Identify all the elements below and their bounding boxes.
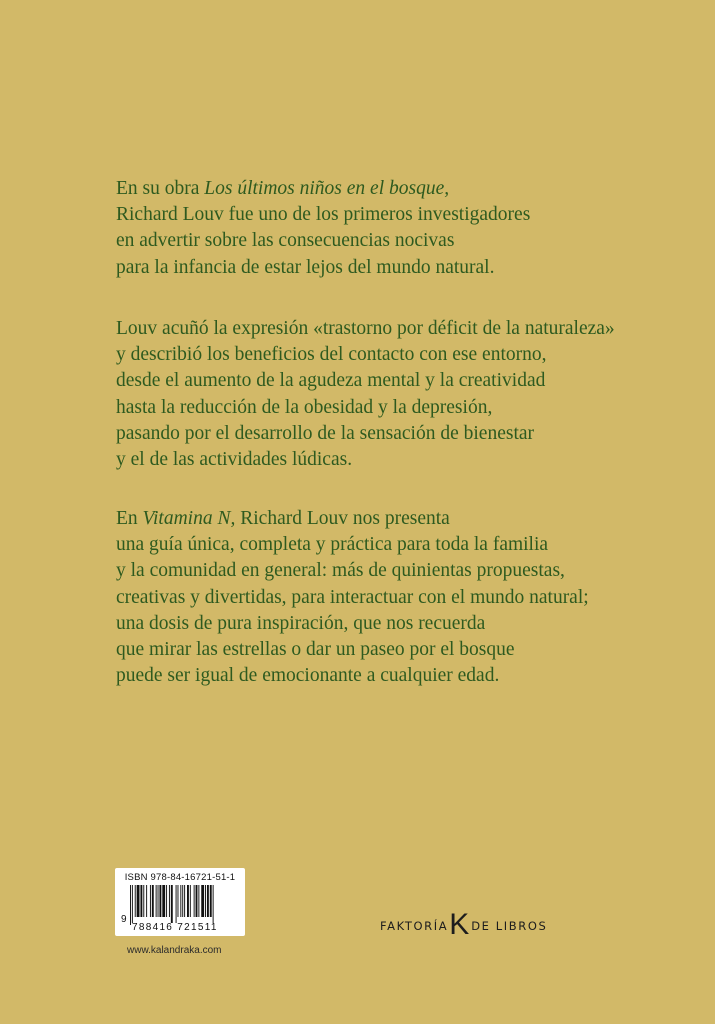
publisher-website: www.kalandraka.com <box>127 945 222 956</box>
publisher-name-right: DE LIBROS <box>471 919 548 933</box>
paragraph-line: puede ser igual de emocionante a cualquier edad. <box>116 665 500 687</box>
paragraph-line: hasta la reducción de la obesidad y la depresión, <box>116 396 493 418</box>
barcode-bar <box>156 885 157 917</box>
barcode-bar <box>146 885 147 917</box>
paragraph-line <box>116 506 676 532</box>
barcode-bar <box>205 885 206 917</box>
barcode-bar <box>182 885 183 917</box>
barcode-bar <box>140 885 142 917</box>
barcode-bar <box>213 885 214 925</box>
barcode-bar <box>132 885 133 925</box>
barcode-bar <box>190 885 191 917</box>
barcode-bar <box>158 885 159 917</box>
barcode-bar <box>171 885 173 925</box>
paragraph-line: una guía única, completa y práctica para toda la familia <box>116 534 549 556</box>
paragraph-line: y la comunidad en general: más de quinientas propuestas, <box>116 560 565 582</box>
synopsis-paragraph-1 <box>116 176 676 281</box>
barcode-lead-digit: 9 <box>121 914 127 925</box>
barcode-bar <box>176 885 177 925</box>
paragraph-line: una dosis de pura inspiración, que nos recuerda <box>116 612 486 634</box>
publisher-name-left: FAKTORÍA <box>380 919 449 933</box>
isbn-barcode <box>115 868 245 936</box>
barcode-bar <box>184 885 185 917</box>
barcode-bar <box>187 885 189 917</box>
book-title-reference: Los últimos niños en el bosque, <box>204 178 450 199</box>
barcode-bar <box>166 885 167 917</box>
paragraph-line: Richard Louv fue uno de los primeros investigadores <box>116 204 531 226</box>
barcode-bar <box>143 885 144 917</box>
barcode-bar <box>137 885 140 917</box>
barcode-bar <box>152 885 154 917</box>
paragraph-line: desde el aumento de la agudeza mental y la creatividad <box>116 370 546 392</box>
barcode-row <box>121 885 239 925</box>
line-text: En su obra <box>116 178 205 199</box>
paragraph-line: para la infancia de estar lejos del mundo natural. <box>116 256 495 278</box>
barcode-bars <box>129 885 237 925</box>
paragraph-line: Louv acuñó la expresión «trastorno por déficit de la naturaleza» <box>116 318 615 339</box>
paragraph-line: creativas y divertidas, para interactuar con el mundo natural; <box>116 586 589 608</box>
barcode-bar <box>150 885 151 917</box>
barcode-bar <box>196 885 198 917</box>
line-text: Richard Louv nos presenta <box>235 508 450 529</box>
barcode-bar <box>201 885 204 917</box>
barcode-bar <box>198 885 199 917</box>
barcode-bar <box>135 885 136 917</box>
barcode-digits: 788416 721511 <box>132 922 218 933</box>
paragraph-line: que mirar las estrellas o dar un paseo por el bosque <box>116 639 515 661</box>
paragraph-line: y el de las actividades lúdicas. <box>116 449 353 471</box>
book-title-reference: Vitamina N, <box>142 508 236 529</box>
publisher-logo <box>380 908 548 941</box>
line-text: En <box>116 508 143 529</box>
barcode-bar <box>159 885 161 917</box>
publisher-k-mark: K <box>449 908 470 941</box>
barcode-bar <box>207 885 209 917</box>
barcode-bar <box>180 885 181 917</box>
paragraph-line: pasando por el desarrollo de la sensación de bienestar <box>116 422 535 444</box>
barcode-bar <box>162 885 165 917</box>
barcode-bar <box>130 885 131 925</box>
barcode-bar <box>210 885 212 917</box>
paragraph-line: y describió los beneficios del contacto con ese entorno, <box>116 344 547 366</box>
barcode-bar <box>194 885 195 917</box>
synopsis-paragraph-3 <box>116 506 676 689</box>
paragraph-line: en advertir sobre las consecuencias nocivas <box>116 230 455 252</box>
isbn-label: ISBN 978-84-16721-51-1 <box>124 872 236 883</box>
barcode-bar <box>169 885 170 917</box>
paragraph-line <box>116 176 676 202</box>
synopsis-paragraph-2 <box>116 316 676 473</box>
barcode-bar <box>178 885 179 917</box>
